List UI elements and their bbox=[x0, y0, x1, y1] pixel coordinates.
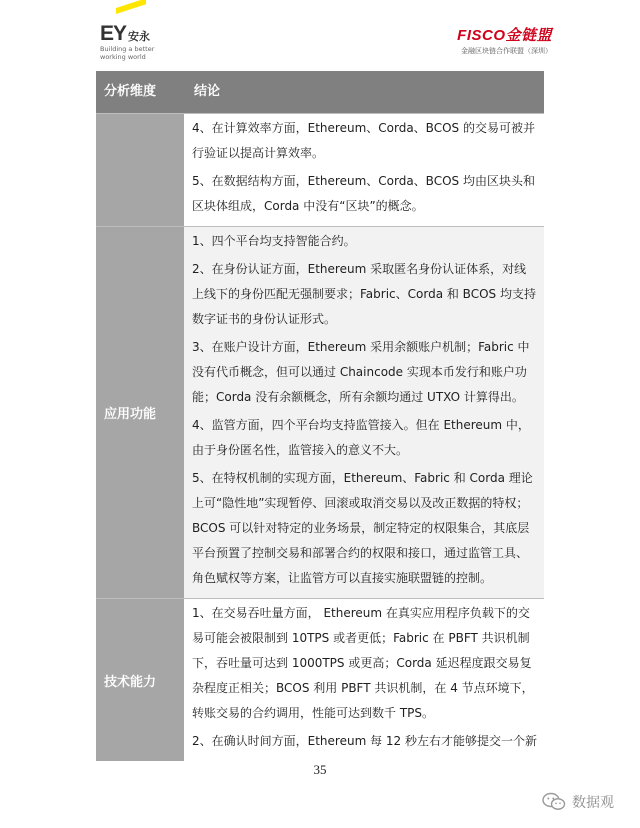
dimension-cell bbox=[96, 114, 184, 226]
ey-logo-bar bbox=[116, 0, 146, 14]
ey-tagline: Building a better working world bbox=[100, 45, 155, 61]
table-row bbox=[96, 226, 544, 598]
list-item: 4、在计算效率方面，Ethereum、Corda、BCOS 的交易可被并行验证以提高计算效率。 bbox=[192, 121, 535, 160]
fisco-logo-name: FISCO金链盟 bbox=[457, 27, 552, 44]
ey-logo-mark: EY bbox=[100, 22, 127, 45]
conclusion-cell bbox=[184, 599, 544, 761]
watermark bbox=[542, 792, 614, 812]
wechat-icon bbox=[542, 792, 566, 812]
list-item: 2、在确认时间方面，Ethereum 每 12 秒左右才能够提交一个新 bbox=[192, 734, 537, 748]
ey-logo bbox=[100, 8, 190, 68]
fisco-logo bbox=[432, 24, 552, 55]
list-item: 5、在数据结构方面，Ethereum、Corda、BCOS 均由区块头和区块体组成，Corda 中没有“区块”的概念。 bbox=[192, 174, 535, 213]
conclusion-cell bbox=[184, 227, 544, 598]
list-item: 2、在身份认证方面，Ethereum 采取匿名身份认证体系，对线上线下的身份匹配无强制要求；Fabric、Corda 和 BCOS 均支持数字证书的身份认证形式。 bbox=[192, 262, 536, 326]
page-number: 35 bbox=[313, 762, 327, 777]
column-header-dimension: 分析维度 bbox=[104, 84, 157, 99]
list-item: 3、在账户设计方面，Ethereum 采用余额账户机制；Fabric 中没有代币概念，但可以通过 Chaincode 实现本币发行和账户功能；Corda 没有余额概念，所有余额均通过 UTXO 计算得出。 bbox=[192, 340, 530, 404]
comparison-table bbox=[96, 71, 544, 761]
watermark-text: 数据观 bbox=[572, 795, 614, 811]
ey-logo-cn: 安永 bbox=[128, 30, 150, 43]
list-item: 4、监管方面，四个平台均支持监管接入。但在 Ethereum 中，由于身份匿名性，监管接入的意义不大。 bbox=[192, 418, 530, 457]
table-header bbox=[96, 71, 544, 113]
list-item: 1、在交易吞吐量方面， Ethereum 在真实应用程序负载下的交易可能会被限制到 10TPS 或者更低；Fabric 在 PBFT 共识机制下，吞吐量可达到 1000TPS 或更高；Corda 延迟程度跟交易复杂程度正相关；BCOS 利用 PBFT 共识机制，在 4 节点环境下，转账交易的合约调用，性能可达到数千 TPS。 bbox=[192, 606, 534, 720]
dimension-cell: 技术能力 bbox=[96, 599, 184, 761]
table-row bbox=[96, 113, 544, 226]
list-item: 1、四个平台均支持智能合约。 bbox=[192, 234, 356, 248]
column-header-conclusion: 结论 bbox=[194, 84, 221, 99]
table-row bbox=[96, 598, 544, 761]
list-item: 5、在特权机制的实现方面，Ethereum、Fabric 和 Corda 理论上可“隐性地”实现暂停、回滚或取消交易以及改正数据的特权；BCOS 可以针对特定的业务场景，制定特定的权限集合，其底层平台预置了控制交易和部署合约的权限和接口，通过监管工具、角色赋权等方案，让监管方可以直接实施联盟链的控制。 bbox=[192, 471, 533, 585]
fisco-logo-sub: 金融区块链合作联盟（深圳） bbox=[461, 47, 552, 55]
dimension-cell: 应用功能 bbox=[96, 227, 184, 598]
conclusion-cell bbox=[184, 114, 544, 226]
